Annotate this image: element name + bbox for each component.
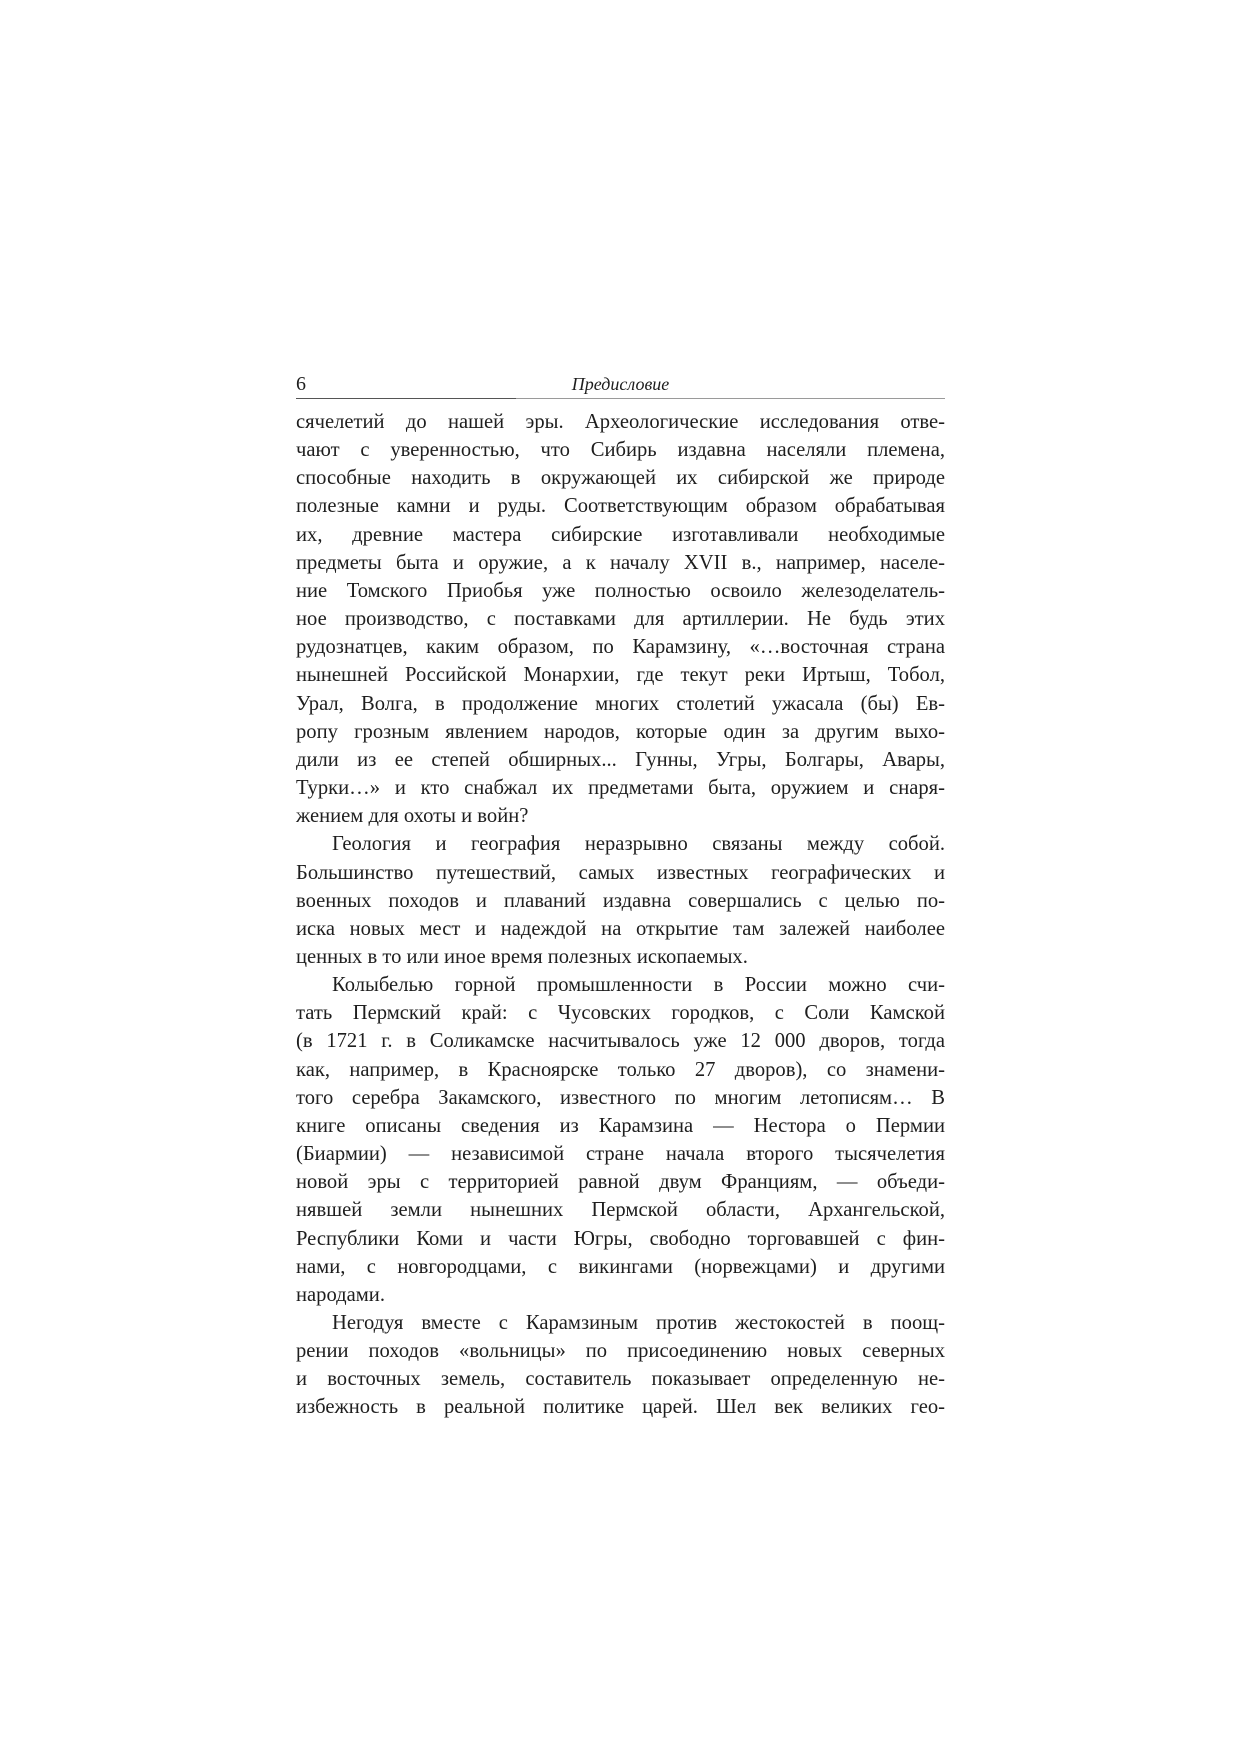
text-line: нами, с новгородцами, с викингами (норвежцами) и другими — [296, 1255, 945, 1278]
body-text — [296, 408, 945, 1422]
text-line: Урал, Волга, в продолжение многих столетий ужасала (бы) Ев- — [296, 692, 945, 715]
text-line: (Биармии) — независимой стране начала второго тысячелетия — [296, 1143, 945, 1166]
text-line: Большинство путешествий, самых известных географических и — [296, 861, 945, 884]
text-line: чают с уверенностью, что Сибирь издавна населяли племена, — [296, 439, 945, 462]
text-line: рудознатцев, каким образом, по Карамзину, «…восточная страна — [296, 636, 945, 659]
text-line: ние Томского Приобья уже полностью освоило железоделатель- — [296, 579, 945, 602]
header-rule — [296, 398, 945, 399]
text-line: нявшей земли нынешних Пермской области, Архангельской, — [296, 1199, 945, 1222]
text-line: полезные камни и руды. Соответствующим образом обрабатывая — [296, 495, 945, 518]
text-line: Турки…» и кто снабжал их предметами быта, оружием и снаря- — [296, 777, 945, 800]
text-line: нынешней Российской Монархии, где текут реки Иртыш, Тобол, — [296, 664, 945, 687]
text-line: книге описаны сведения из Карамзина — Нестора о Пермии — [296, 1114, 945, 1137]
text-line: их, древние мастера сибирские изготавливали необходимые — [296, 523, 945, 546]
text-line: избежность в реальной политике царей. Шел век великих гео- — [296, 1396, 945, 1419]
text-line: предметы быта и оружие, а к началу XVII в., например, населе- — [296, 551, 945, 574]
running-head — [296, 369, 945, 401]
text-line: народами. — [296, 1283, 385, 1306]
text-line: Республики Коми и части Югры, свободно торговавшей с фин- — [296, 1227, 945, 1250]
text-line: ценных в то или иное время полезных ископаемых. — [296, 945, 748, 968]
text-line: новой эры с территорией равной двум Франциям, — объеди- — [296, 1171, 945, 1194]
book-page — [296, 369, 945, 1422]
text-line: ропу грозным явлением народов, которые один за другим выхо- — [296, 720, 945, 743]
text-line: рении походов «вольницы» по присоединению новых северных — [296, 1340, 945, 1363]
text-line: жением для охоты и войн? — [296, 805, 529, 828]
paragraph — [296, 830, 945, 971]
text-line: и восточных земель, составитель показывает определенную не- — [296, 1368, 945, 1391]
text-line: дили из ее степей обширных... Гунны, Угры, Болгары, Авары, — [296, 748, 945, 771]
text-line: ное производство, с поставками для артиллерии. Не будь этих — [296, 608, 945, 631]
text-line: Негодуя вместе с Карамзиным против жестокостей в поощ- — [332, 1312, 945, 1334]
text-line: (в 1721 г. в Соликамске насчитывалось уже 12 000 дворов, тогда — [296, 1030, 945, 1053]
paragraph — [296, 408, 945, 830]
text-line: военных походов и плаваний издавна совершались с целью по- — [296, 889, 945, 912]
running-title: Предисловие — [571, 374, 670, 394]
text-line: Колыбелью горной промышленности в России можно счи- — [332, 974, 945, 997]
text-line: как, например, в Красноярске только 27 дворов), со знамени- — [296, 1058, 945, 1081]
paragraph — [296, 971, 945, 1309]
text-line: того серебра Закамского, известного по многим летописям… В — [296, 1086, 945, 1109]
text-line: иска новых мест и надеждой на открытие там залежей наиболее — [296, 917, 945, 940]
text-line: тать Пермский край: с Чусовских городков, с Соли Камской — [296, 1002, 945, 1025]
text-line: сячелетий до нашей эры. Археологические исследования отве- — [296, 411, 945, 433]
text-line: Геология и география неразрывно связаны между собой. — [332, 833, 945, 856]
page-number: 6 — [296, 373, 306, 395]
paragraph — [296, 1309, 945, 1422]
text-line: способные находить в окружающей их сибирской же природе — [296, 467, 945, 490]
